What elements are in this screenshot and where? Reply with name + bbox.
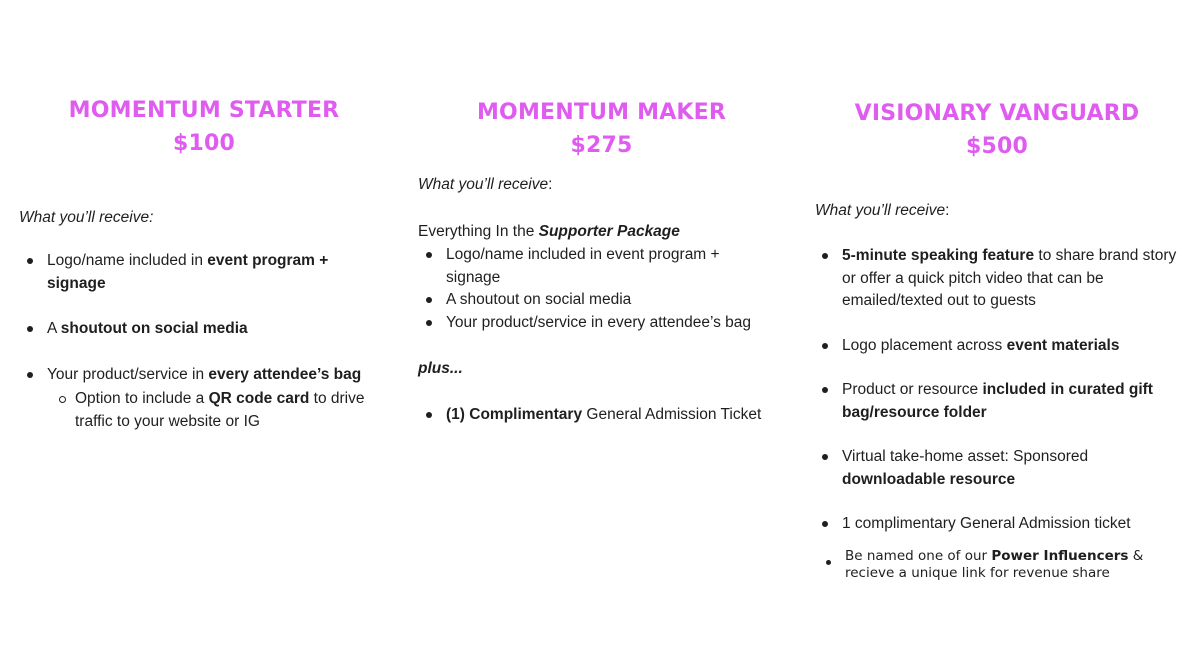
list-item: Your product/service in every attendee’s bag [446, 312, 766, 335]
package-price: $500 [965, 134, 1029, 159]
list-item: Your product/service in every attendee’s bag [47, 364, 387, 387]
package-name: MOMENTUM MAKER [476, 100, 727, 125]
intro-text: What you’ll receive: [418, 176, 553, 193]
list-item: Virtual take-home asset: Sponsored downloadable resource [842, 446, 1177, 491]
list-item: Product or resource included in curated gift bag/resource folder [842, 379, 1177, 424]
benefit-list [842, 245, 1177, 536]
benefit-list [47, 250, 387, 386]
list-item: (1) Complimentary General Admission Ticket [446, 404, 786, 427]
extra-benefit-list [446, 404, 786, 427]
list-item: A shoutout on social media [47, 318, 387, 341]
list-item: Option to include a QR code card to drive traffic to your website or IG [75, 388, 385, 433]
everything-included: Everything In the Supporter Package [418, 223, 680, 240]
intro-text: What you’ll receive: [19, 209, 154, 226]
package-price: $100 [172, 131, 236, 156]
intro-text: What you’ll receive: [815, 202, 950, 219]
list-item: Be named one of our Power Influencers & recieve a unique link for revenue share [845, 548, 1155, 581]
list-item: 5-minute speaking feature to share brand story or offer a quick pitch video that can be emailed/texted out to guests [842, 245, 1177, 313]
package-title [400, 96, 803, 162]
benefit-list [446, 244, 766, 334]
sub-benefit-list [75, 388, 385, 433]
list-item: A shoutout on social media [446, 289, 766, 312]
list-item: Logo placement across event materials [842, 335, 1177, 358]
package-name: VISIONARY VANGUARD [854, 101, 1140, 126]
package-price: $275 [570, 133, 633, 158]
list-item: Logo/name included in event program + signage [47, 250, 387, 295]
list-item: Logo/name included in event program + signage [446, 244, 766, 289]
power-influencer-list [845, 548, 1155, 581]
package-name: MOMENTUM STARTER [68, 98, 340, 123]
list-item: 1 complimentary General Admission ticket [842, 513, 1177, 536]
plus-label: plus... [418, 360, 463, 377]
package-title [0, 94, 408, 160]
package-title [795, 97, 1199, 163]
